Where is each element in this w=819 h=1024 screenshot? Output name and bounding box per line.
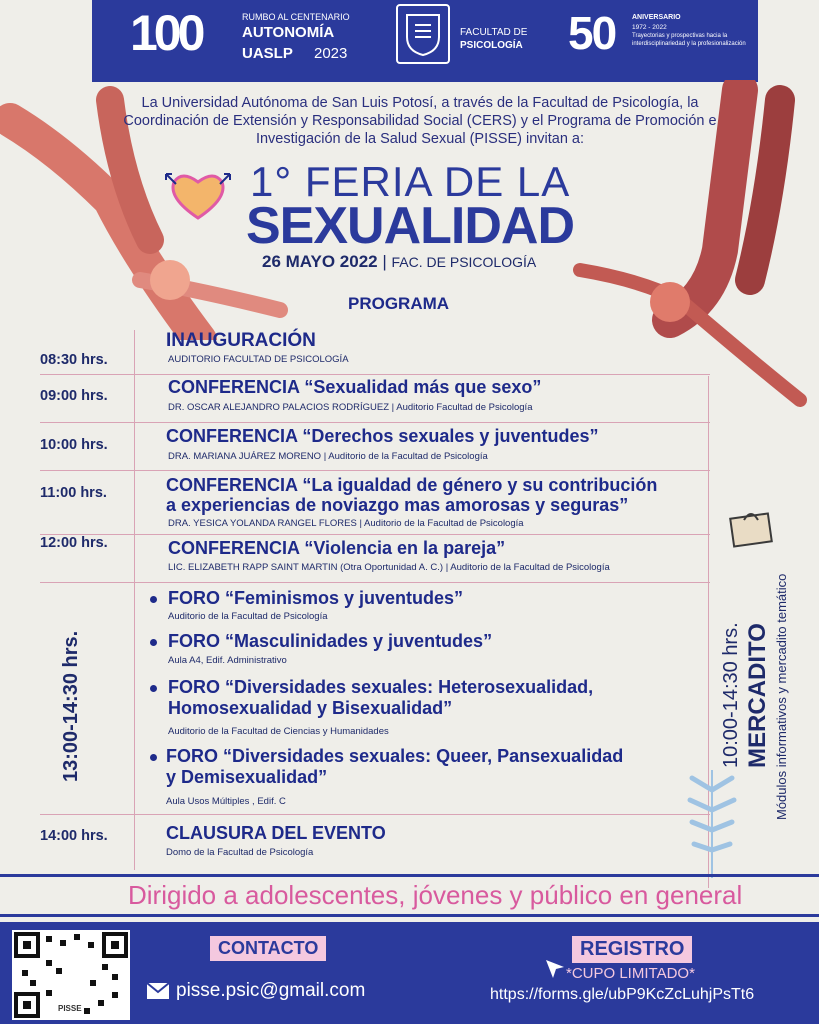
divider-stripe [0, 914, 819, 917]
row-divider [40, 582, 710, 583]
mercadito-title: MERCADITO [744, 623, 771, 768]
event-date: 26 MAYO 2022 [262, 252, 378, 271]
foro-title: FORO “Masculinidades y juventudes” [168, 631, 493, 651]
aniversario-label: ANIVERSARIO [632, 14, 681, 21]
cursor-icon [544, 958, 566, 980]
event-title-line2: SEXUALIDAD [246, 197, 575, 255]
row-divider [40, 422, 710, 423]
foro-title: FORO “Diversidades sexuales: Heterosexualidad, [168, 677, 594, 697]
bullet-icon [150, 596, 157, 603]
aniversario-years: 1972 - 2022 [632, 24, 667, 31]
event-subtitle: LIC. ELIZABETH RAPP SAINT MARTIN (Otra Oportunidad A. C.) | Auditorio de la Facultad de Psicología [168, 562, 610, 573]
foro-title: y Demisexualidad” [166, 767, 328, 787]
contact-label: CONTACTO [210, 936, 326, 961]
gender-heart-icon [162, 168, 234, 224]
foro-subtitle: Aula Usos Múltiples , Edif. C [166, 796, 286, 807]
foro-title: Homosexualidad y Bisexualidad” [168, 698, 453, 718]
event-title-line1: 1° FERIA DE LA [250, 158, 571, 205]
event-subtitle: AUDITORIO FACULTAD DE PSICOLOGÍA [168, 354, 349, 365]
event-title: INAUGURACIÓN [166, 330, 316, 351]
audience-text: Dirigido a adolescentes, jóvenes y público en general [128, 880, 743, 910]
time-1400: 14:00 hrs. [40, 828, 108, 844]
row-divider [40, 534, 710, 535]
centenario-logo: 100 [130, 5, 202, 61]
foro-title: FORO “Diversidades sexuales: Queer, Pansexualidad [166, 746, 624, 766]
event-subtitle: DRA. YESICA YOLANDA RANGEL FLORES | Auditorio de la Facultad de Psicología [168, 518, 524, 529]
autonomia-text: AUTONOMÍA [242, 24, 335, 41]
registro-label: REGISTRO [572, 936, 692, 963]
time-0900: 09:00 hrs. [40, 388, 108, 404]
facultad-label: FACULTAD DE [460, 27, 528, 38]
event-subtitle: DR. OSCAR ALEJANDRO PALACIOS RODRÍGUEZ | Auditorio Facultad de Psicología [168, 402, 533, 413]
foro-subtitle: Aula A4, Edif. Administrativo [168, 655, 287, 666]
foro-title: FORO “Feminismos y juventudes” [168, 588, 464, 608]
aniversario-tagline: Trayectorias y prospectivas hacia la interdisciplinariedad y la profesionalización [632, 33, 746, 47]
time-1000: 10:00 hrs. [40, 437, 108, 453]
registration-link[interactable]: https://forms.gle/ubP9KcZcLuhjPsTt6 [490, 986, 755, 1003]
divider-stripe [0, 874, 819, 877]
faculty-seal-icon [396, 4, 450, 64]
event-dateline [262, 252, 536, 272]
event-title: CONFERENCIA “Violencia en la pareja” [168, 538, 506, 558]
leaf-branch-icon [682, 760, 742, 880]
cupo-limitado-text: *CUPO LIMITADO* [566, 965, 695, 982]
foro-subtitle: Auditorio de la Facultad de Psicología [168, 611, 328, 622]
shopping-bag-icon [728, 506, 776, 548]
year-text: 2023 [314, 45, 348, 62]
event-title: a experiencias de noviazgo mas amorosas y seguras” [166, 495, 629, 515]
intro-paragraph: La Universidad Autónoma de San Luis Potosí, a través de la Facultad de Psicología, la Coordinación de Extensión y Responsabilidad Social (CERS) y el Programa de Promoción e Investigación de la Salud Sexual (PISSE) invitan a: [123, 95, 717, 147]
bullet-icon [150, 754, 157, 761]
bullet-icon [150, 639, 157, 646]
event-place: FAC. DE PSICOLOGÍA [391, 254, 537, 270]
aniversario-logo: 50 [568, 7, 616, 59]
schedule-divider [134, 330, 135, 870]
time-1100: 11:00 hrs. [40, 485, 107, 501]
rumbo-text: RUMBO AL CENTENARIO [242, 12, 350, 22]
mercadito-subtitle: Módulos informativos y mercadito temático [774, 573, 789, 820]
foro-time-text: 13:00-14:30 hrs. [60, 630, 82, 782]
event-title: CONFERENCIA “La igualdad de género y su contribución [166, 475, 658, 495]
foro-time [58, 596, 88, 786]
contact-email-link[interactable]: pisse.psic@gmail.com [176, 980, 366, 1001]
psicologia-label: PSICOLOGÍA [460, 40, 523, 51]
event-title: CONFERENCIA “Sexualidad más que sexo” [168, 377, 542, 397]
time-0830: 08:30 hrs. [40, 352, 108, 368]
mail-icon [146, 982, 170, 1000]
time-1200: 12:00 hrs. [40, 535, 108, 551]
dateline-separator: | [382, 252, 387, 271]
event-subtitle: DRA. MARIANA JUÁREZ MORENO | Auditorio de la Facultad de Psicología [168, 451, 488, 462]
closing-subtitle: Domo de la Facultad de Psicología [166, 847, 314, 858]
foro-subtitle: Auditorio de la Facultad de Ciencias y Humanidades [168, 726, 389, 737]
row-divider [40, 814, 710, 815]
closing-title: CLAUSURA DEL EVENTO [166, 823, 386, 843]
uaslp-text: UASLP [242, 45, 293, 62]
mercadito-time: 10:00-14:30 hrs. [720, 622, 742, 768]
event-title: CONFERENCIA “Derechos sexuales y juventudes” [166, 426, 599, 446]
row-divider [40, 374, 710, 375]
header-band [92, 0, 758, 82]
programa-heading: PROGRAMA [348, 294, 450, 313]
bullet-icon [150, 685, 157, 692]
qr-label: PISSE [58, 1004, 82, 1013]
row-divider [40, 470, 710, 471]
